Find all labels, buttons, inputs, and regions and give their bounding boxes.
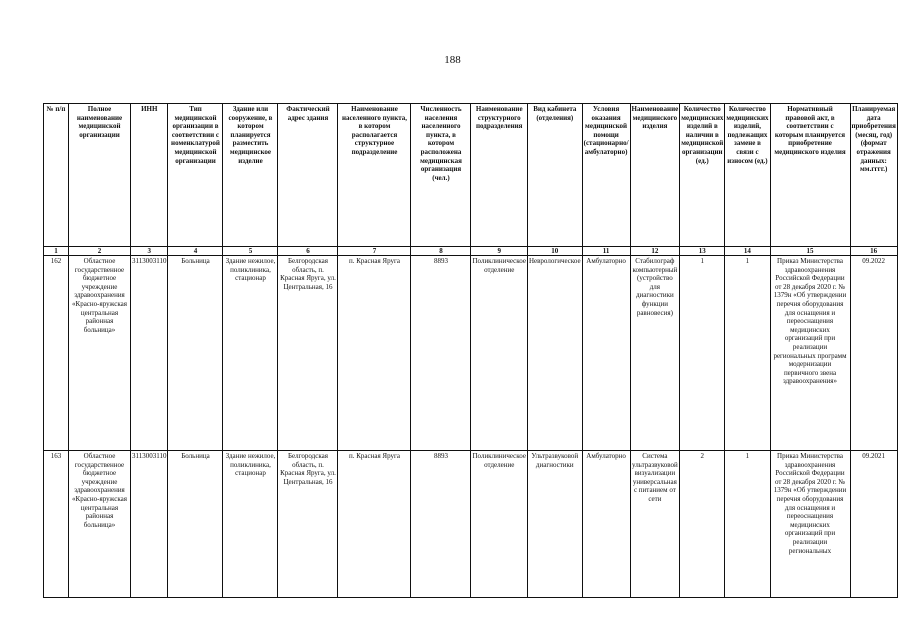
row-number: 163 [44,451,69,598]
address: Белгородская область, п. Красная Яруга, ул. Центральная, 16 [278,256,338,451]
header-cell-2: Полное наименование медицинской организации [69,104,131,247]
organization-name: Областное государственное бюджетное учреждение здравоохранения «Красно-яружская центральная районная больница» [69,451,131,598]
quantity-available: 2 [680,451,725,598]
purchase-date: 09.2022 [850,256,897,451]
cabinet-type: Ультразвуковой диагностики [527,451,582,598]
organization-type: Больница [168,451,223,598]
header-cell-15: Нормативный правовой акт, в соответствии с которым планируется приобретение медицинского изделия [770,104,850,247]
page-number: 188 [444,54,461,66]
header-cell-8: Численность населения населенного пункта, в котором расположена медицинская организация (чел.) [411,104,471,247]
column-number: 3 [131,247,168,256]
header-cell-6: Фактический адрес здания [278,104,338,247]
table-row [44,451,898,598]
care-conditions: Амбулаторно [582,256,630,451]
column-number: 15 [770,247,850,256]
header-cell-12: Наименование медицинского изделия [630,104,680,247]
quantity-available: 1 [680,256,725,451]
column-number: 9 [471,247,527,256]
column-number: 12 [630,247,680,256]
column-number: 4 [168,247,223,256]
column-number-row [44,247,898,256]
device-name: Система ультразвуковой визуализации универсальная с питанием от сети [630,451,680,598]
care-conditions: Амбулаторно [582,451,630,598]
column-number: 2 [69,247,131,256]
legal-act: Приказ Министерства здравоохранения Российской Федерации от 28 декабря 2020 г. № 1379н «Об утверждении перечня оборудования для оснащения и переоснащения медицинских организаций при реализации региональных программ модернизации первичного звена здравоохранения» [770,256,850,451]
header-cell-5: Здание или сооружение, в котором планируется разместить медицинское изделие [223,104,278,247]
inn: 3113003110 [131,256,168,451]
row-number: 162 [44,256,69,451]
header-row [44,104,898,247]
population: 8893 [411,256,471,451]
building: Здание нежилое, поликлиника, стационар [223,256,278,451]
header-cell-10: Вид кабинета (отделения) [527,104,582,247]
column-number: 8 [411,247,471,256]
column-number: 14 [725,247,770,256]
cabinet-type: Неврологическое [527,256,582,451]
column-number: 16 [850,247,897,256]
organization-name: Областное государственное бюджетное учреждение здравоохранения «Красно-яружская центральная районная больница» [69,256,131,451]
legal-act: Приказ Министерства здравоохранения Российской Федерации от 28 декабря 2020 г. № 1379н «Об утверждении перечня оборудования для оснащения и переоснащения медицинских организаций при реализации региональных [770,451,850,598]
equipment-table [43,103,898,598]
inn: 3113003110 [131,451,168,598]
device-name: Стабилограф компьютерный (устройство для диагностики функции равновесия) [630,256,680,451]
header-cell-3: ИНН [131,104,168,247]
purchase-date: 09.2021 [850,451,897,598]
settlement: п. Красная Яруга [338,451,411,598]
header-cell-1: № п/п [44,104,69,247]
quantity-to-replace: 1 [725,256,770,451]
building: Здание нежилое, поликлиника, стационар [223,451,278,598]
column-number: 1 [44,247,69,256]
settlement: п. Красная Яруга [338,256,411,451]
column-number: 10 [527,247,582,256]
structural-unit: Поликлиническое отделение [471,451,527,598]
column-number: 6 [278,247,338,256]
organization-type: Больница [168,256,223,451]
column-number: 7 [338,247,411,256]
header-cell-16: Планируемая дата приобретения (месяц, год) (формат отражения данных: мм.гггг.) [850,104,897,247]
header-cell-7: Наименование населенного пункта, в котором располагается структурное подразделение [338,104,411,247]
population: 8893 [411,451,471,598]
header-cell-11: Условия оказания медицинской помощи (стационарно/амбулаторно) [582,104,630,247]
column-number: 13 [680,247,725,256]
header-cell-13: Количество медицинских изделий в наличии в медицинской организации (ед.) [680,104,725,247]
header-cell-4: Тип медицинской организации в соответствии с номенклатурой медицинской организации [168,104,223,247]
table-row [44,256,898,451]
header-cell-14: Количество медицинских изделий, подлежащих замене в связи с износом (ед.) [725,104,770,247]
column-number: 5 [223,247,278,256]
quantity-to-replace: 1 [725,451,770,598]
header-cell-9: Наименование структурного подразделения [471,104,527,247]
structural-unit: Поликлиническое отделение [471,256,527,451]
column-number: 11 [582,247,630,256]
address: Белгородская область, п. Красная Яруга, ул. Центральная, 16 [278,451,338,598]
